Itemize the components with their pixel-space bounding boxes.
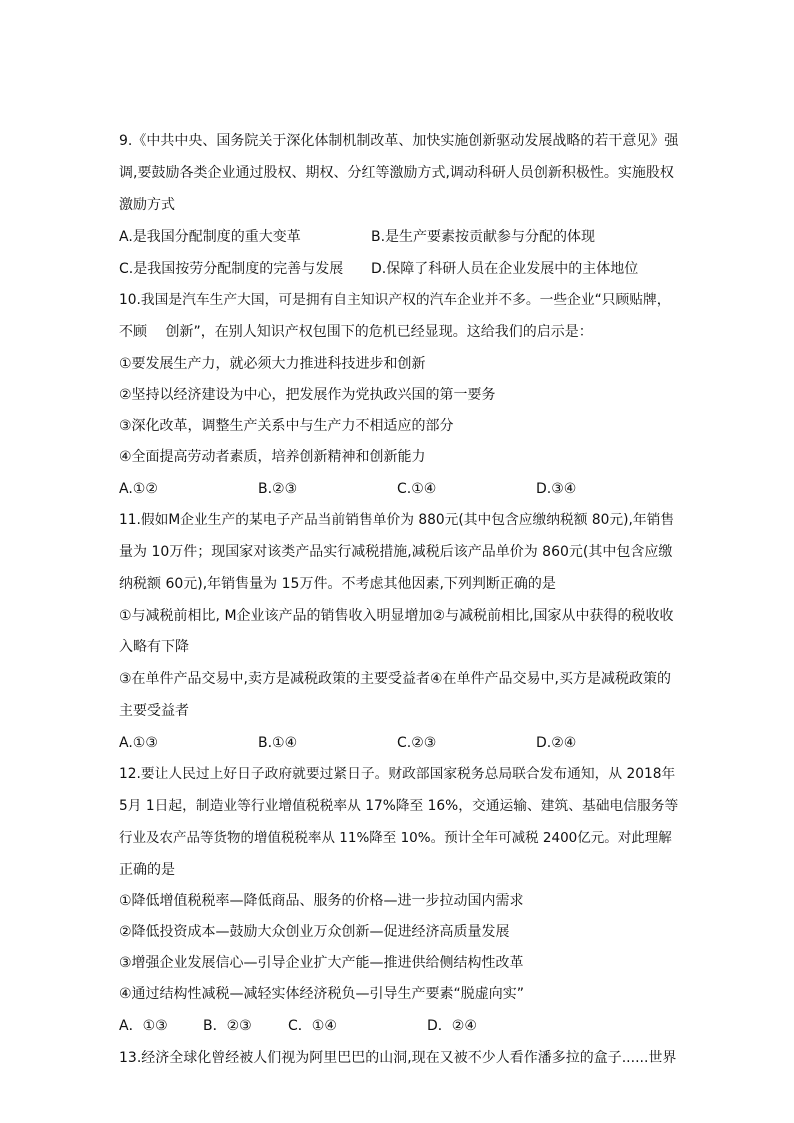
q12-option-c: C．①④ — [288, 1018, 337, 1034]
q11-stem-line-2: 量为 10万件；现国家对该类产品实行减税措施,减税后该产品单价为 860元(其中包含应缴 — [119, 544, 673, 560]
q11-stem-line-3: 纳税额 60元),年销售量为 15万件。不考虑其他因素,下列判断正确的是 — [119, 576, 556, 592]
q12-stem-line-1: 12.要让人民过上好日子政府就要过紧日子。财政部国家税务总局联合发布通知，从 2018年 — [119, 766, 676, 782]
q10-option-c: C.①④ — [397, 481, 437, 497]
q9-stem-line-1: 9.《中共中央、国务院关于深化体制机制改革、加快实施创新驱动发展战略的若干意见》强 — [119, 133, 679, 149]
q12-stem-line-4: 正确的是 — [119, 862, 175, 878]
q9-option-c: C.是我国按劳分配制度的完善与发展 — [119, 261, 344, 277]
q11-option-a: A.①③ — [119, 735, 158, 751]
q9-option-d: D.保障了科研人员在企业发展中的主体地位 — [371, 261, 639, 277]
q9-option-a: A.是我国分配制度的重大变革 — [119, 229, 301, 245]
q12-option-d: D．②④ — [427, 1018, 477, 1034]
q11-stem-line-1: 11.假如M企业生产的某电子产品当前销售单价为 880元(其中包含应缴纳税额 80元),年销售 — [119, 512, 675, 528]
q9-option-b: B.是生产要素按贡献参与分配的体现 — [371, 229, 596, 245]
q10-statement-3: ③深化改革，调整生产关系中与生产力不相适应的部分 — [119, 418, 454, 434]
q12-option-b: B．②③ — [203, 1018, 252, 1034]
q11-option-c: C.②③ — [397, 735, 437, 751]
q11-statement-1-2-line-2: 入略有下降 — [119, 639, 189, 655]
q12-statement-1: ①降低增值税税率—降低商品、服务的价格—进一步拉动国内需求 — [119, 893, 524, 909]
q12-stem-line-3: 行业及农产品等货物的增值税税率从 11%降至 10%。预计全年可减税 2400亿元。对此理解 — [119, 830, 672, 846]
q10-option-b: B.②③ — [258, 481, 298, 497]
q12-statement-3: ③增强企业发展信心—引导企业扩大产能—推进供给侧结构性改革 — [119, 955, 524, 971]
q9-stem-line-2: 调,要鼓励各类企业通过股权、期权、分红等激励方式,调动科研人员创新积极性。实施股权 — [119, 165, 674, 181]
q10-statement-1: ①要发展生产力，就必须大力推进科技进步和创新 — [119, 356, 426, 372]
q9-stem-line-3: 激励方式 — [119, 197, 175, 213]
q13-stem-line-1: 13.经济全球化曾经被人们视为阿里巴巴的山洞,现在又被不少人看作潘多拉的盒子......世界 — [119, 1050, 677, 1066]
q12-stem-line-2: 5月 1日起，制造业等行业增值税税率从 17%降至 16%，交通运输、建筑、基础电信服务等 — [119, 798, 679, 814]
q11-statement-3-4-line-1: ③在单件产品交易中,卖方是减税政策的主要受益者④在单件产品交易中,买方是减税政策的 — [119, 671, 671, 687]
q11-option-d: D.②④ — [536, 735, 577, 751]
q11-statement-1-2-line-1: ①与减税前相比, M企业该产品的销售收入明显增加②与减税前相比,国家从中获得的税收收 — [119, 608, 674, 624]
q10-stem-line-1: 10.我国是汽车生产大国，可是拥有自主知识产权的汽车企业并不多。一些企业“只顾贴牌， — [119, 292, 671, 308]
q11-statement-3-4-line-2: 主要受益者 — [119, 703, 189, 719]
q10-option-d: D.③④ — [536, 481, 577, 497]
q11-option-b: B.①④ — [258, 735, 298, 751]
q10-statement-4: ④全面提高劳动者素质，培养创新精神和创新能力 — [119, 449, 426, 465]
q10-option-a: A.①② — [119, 481, 158, 497]
q12-statement-4: ④通过结构性减税—减轻实体经济税负—引导生产要素“脱虚向实” — [119, 986, 525, 1002]
q12-option-a: A．①③ — [119, 1018, 168, 1034]
q12-statement-2: ②降低投资成本—鼓励大众创业万众创新—促进经济高质量发展 — [119, 924, 510, 940]
q10-stem-line-2: 不顾 创新”，在别人知识产权包围下的危机已经显现。这给我们的启示是： — [119, 324, 593, 340]
q10-statement-2: ②坚持以经济建设为中心，把发展作为党执政兴国的第一要务 — [119, 387, 496, 403]
